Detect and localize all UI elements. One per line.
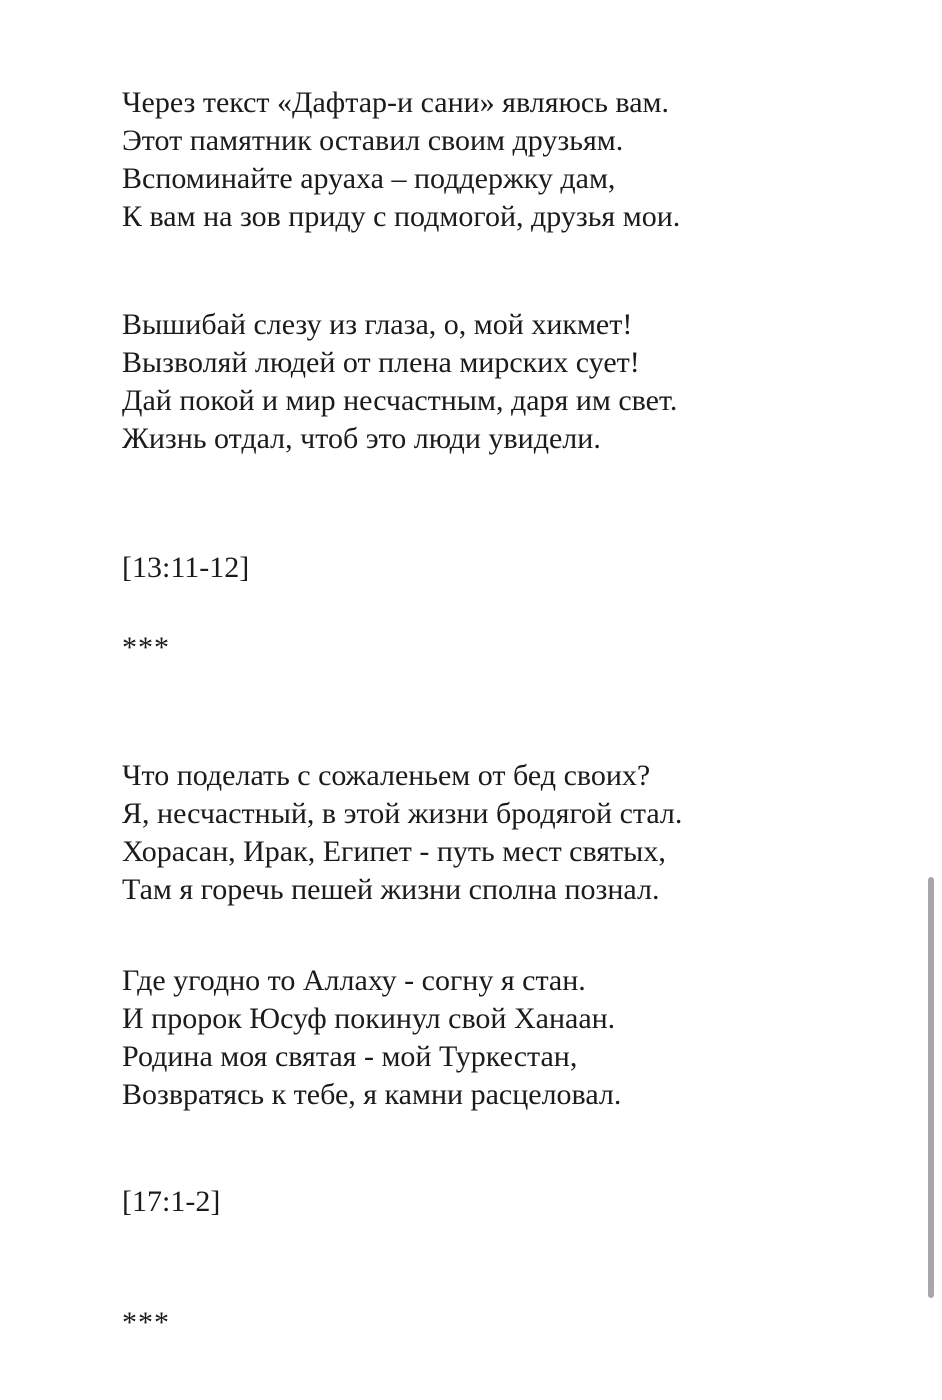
poem-line: Родина моя святая - мой Туркестан,: [122, 1040, 578, 1073]
stanza: [122, 84, 680, 236]
poem-line: Где угодно то Аллаху - согну я стан.: [122, 964, 586, 997]
poem-line: Дай покой и мир несчастным, даря им свет.: [122, 384, 678, 417]
poem-line: Жизнь отдал, чтоб это люди увидели.: [122, 422, 601, 455]
scrollbar-thumb[interactable]: [928, 877, 934, 1298]
poem-line: Через текст «Дафтар-и сани» являюсь вам.: [122, 86, 670, 119]
stanza: [122, 962, 621, 1114]
poem-line: Возвратясь к тебе, я камни расцеловал.: [122, 1078, 622, 1111]
poem-line: Я, несчастный, в этой жизни бродягой стал.: [122, 797, 683, 830]
poem-line: Вызволяй людей от плена мирских сует!: [122, 346, 640, 379]
poem-line: И пророк Юсуф покинул свой Ханаан.: [122, 1002, 616, 1035]
poem-line: Этот памятник оставил своим друзьям.: [122, 124, 624, 157]
poem-line: Вспоминайте аруаха – поддержку дам,: [122, 162, 616, 195]
poem-line: Вышибай слезу из глаза, о, мой хикмет!: [122, 308, 633, 341]
stanza: [122, 757, 682, 909]
poem-line: Что поделать с сожаленьем от бед своих?: [122, 759, 651, 792]
stanza-separator: ***: [122, 1306, 170, 1339]
poem-line: К вам на зов приду с подмогой, друзья мои.: [122, 200, 681, 233]
stanza: [122, 306, 677, 458]
poem-line: Там я горечь пешей жизни сполна познал.: [122, 873, 660, 906]
poem-line: Хорасан, Ирак, Египет - путь мест святых,: [122, 835, 666, 868]
citation-label: [17:1-2]: [122, 1185, 221, 1218]
citation-label: [13:11-12]: [122, 551, 250, 584]
stanza-separator: ***: [122, 631, 170, 664]
